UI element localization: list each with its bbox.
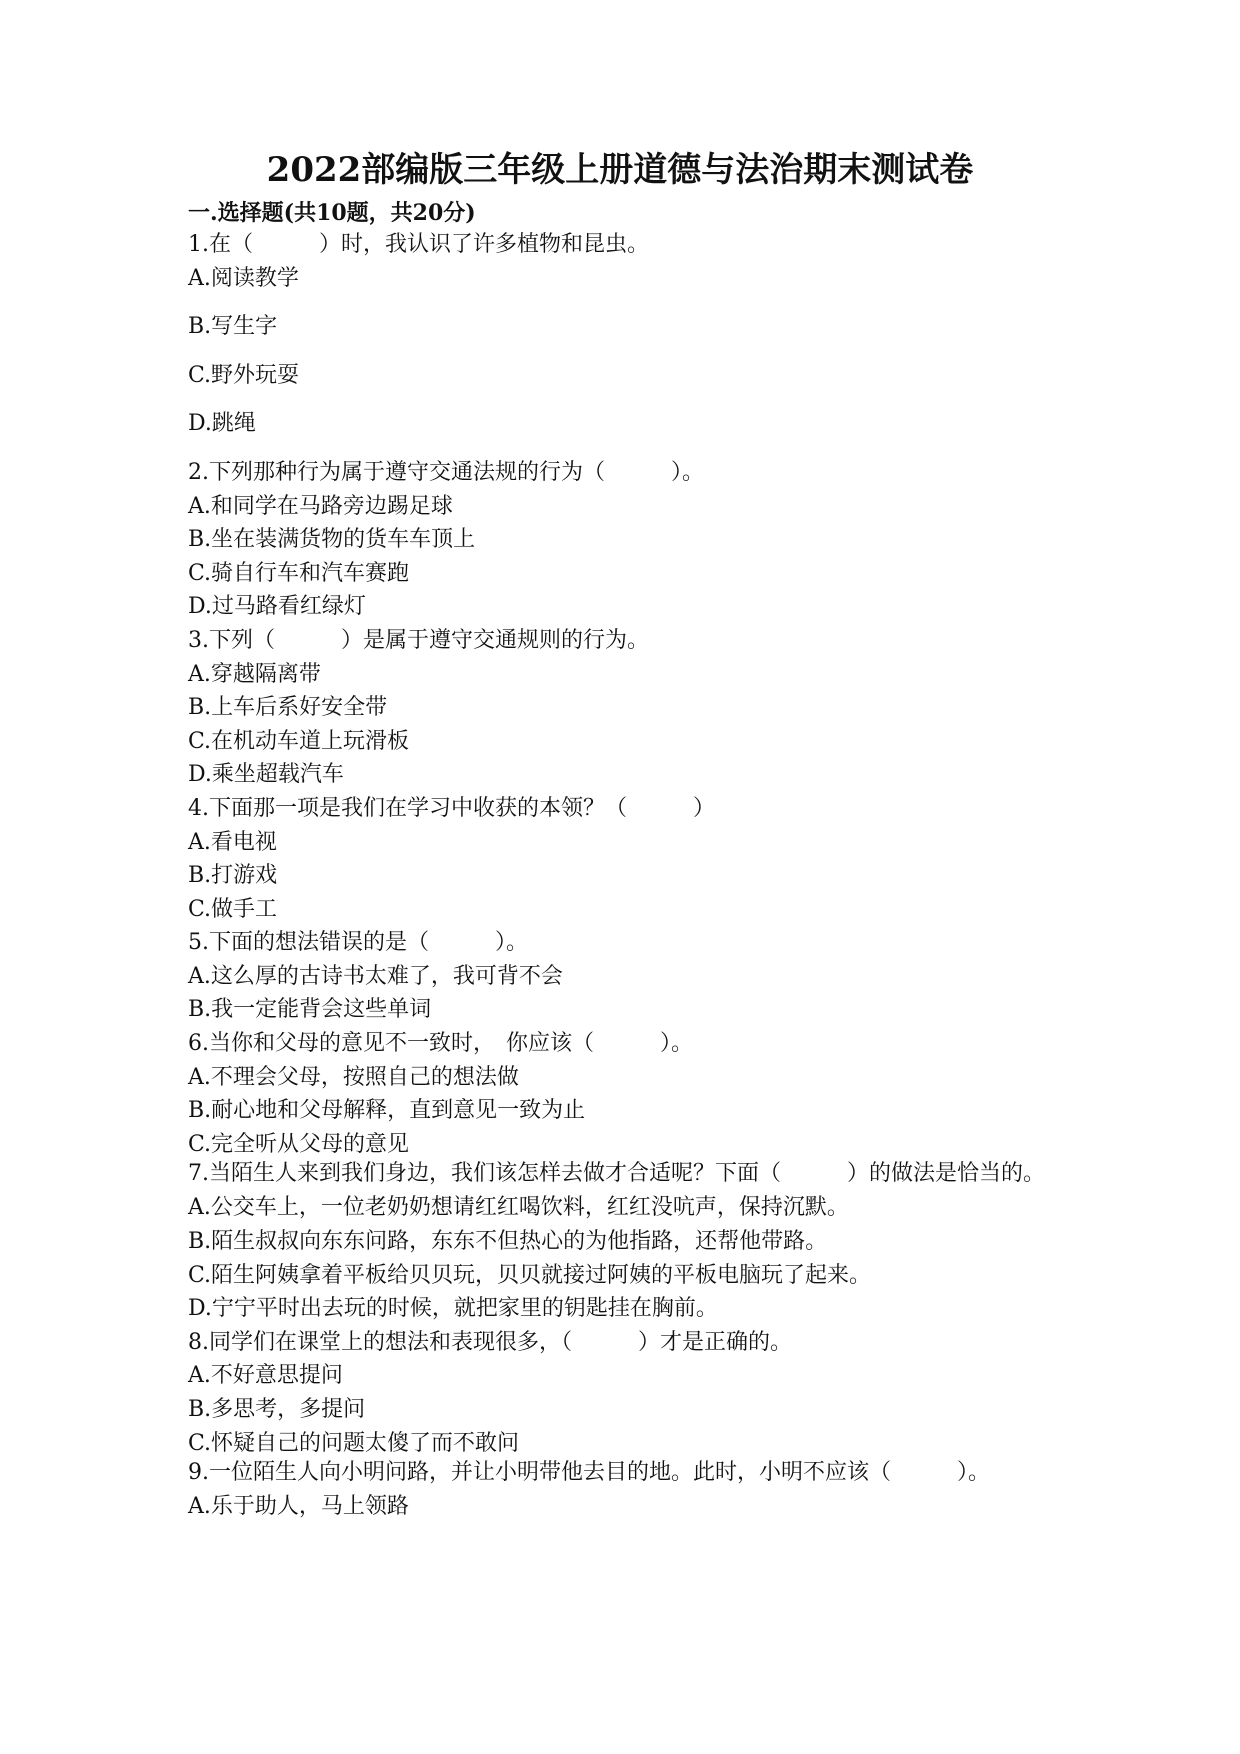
option-2d: D.过马路看红绿灯 [188, 594, 366, 620]
question-stem-7: 7.当陌生人来到我们身边，我们该怎样去做才合适呢？下面（ ）的做法是恰当的。 [188, 1161, 1045, 1187]
option-6b: B.耐心地和父母解释，直到意见一致为止 [188, 1098, 586, 1124]
option-2b: B.坐在装满货物的货车车顶上 [188, 527, 476, 553]
option-1c: C.野外玩耍 [188, 362, 300, 388]
question-stem-4: 4.下面那一项是我们在学习中收获的本领？（ ） [188, 795, 715, 821]
option-7c: C.陌生阿姨拿着平板给贝贝玩，贝贝就接过阿姨的平板电脑玩了起来。 [188, 1262, 872, 1288]
option-4b: B.打游戏 [188, 863, 278, 889]
option-4a: A.看电视 [188, 829, 277, 855]
option-3c: C.在机动车道上玩滑板 [188, 728, 410, 754]
option-3d: D.乘坐超载汽车 [188, 762, 344, 788]
option-6c: C.完全听从父母的意见 [188, 1131, 410, 1157]
option-8b: B.多思考，多提问 [188, 1397, 366, 1422]
option-7a: A.公交车上，一位老奶奶想请红红喝饮料，红红没吭声，保持沉默。 [188, 1195, 849, 1221]
option-5a: A.这么厚的古诗书太难了，我可背不会 [188, 963, 563, 989]
question-list [188, 228, 1058, 1524]
option-1b: B.写生字 [188, 314, 278, 340]
option-7d: D.宁宁平时出去玩的时候，就把家里的钥匙挂在胸前。 [188, 1296, 718, 1322]
question-stem-5: 5.下面的想法错误的是（ ）。 [188, 930, 528, 956]
option-7b: B.陌生叔叔向东东问路，东东不但热心的为他指路，还帮他带路。 [188, 1229, 828, 1255]
option-9a: A.乐于助人，马上领路 [188, 1494, 409, 1520]
option-2c: C.骑自行车和汽车赛跑 [188, 560, 410, 586]
option-6a: A.不理会父母，按照自己的想法做 [188, 1064, 519, 1090]
option-1d: D.跳绳 [188, 411, 256, 437]
question-stem-8: 8.同学们在课堂上的想法和表现很多，（ ）才是正确的。 [188, 1329, 792, 1355]
option-3b: B.上车后系好安全带 [188, 695, 388, 721]
option-4c: C.做手工 [188, 896, 278, 922]
question-stem-9: 9.一位陌生人向小明问路，并让小明带他去目的地。此时，小明不应该（ ）。 [188, 1460, 990, 1486]
question-stem-2: 2.下列那种行为属于遵守交通法规的行为（ ）。 [188, 459, 704, 485]
question-stem-6: 6.当你和父母的意见不一致时， 你应该（ ）。 [188, 1031, 693, 1057]
option-3a: A.穿越隔离带 [188, 661, 321, 687]
option-5b: B.我一定能背会这些单词 [188, 997, 432, 1023]
page-title: 2022部编版三年级上册道德与法治期末测试卷 [266, 150, 974, 190]
option-1a: A.阅读教学 [188, 265, 299, 291]
section-heading: 一.选择题(共10题，共20分) [188, 200, 476, 226]
question-stem-1: 1.在（ ）时，我认识了许多植物和昆虫。 [188, 232, 649, 257]
option-2a: A.和同学在马路旁边踢足球 [188, 493, 453, 519]
question-stem-3: 3.下列（ ）是属于遵守交通规则的行为。 [188, 627, 649, 653]
option-8c: C.怀疑自己的问题太傻了而不敢问 [188, 1430, 520, 1456]
option-8a: A.不好意思提问 [188, 1363, 343, 1389]
